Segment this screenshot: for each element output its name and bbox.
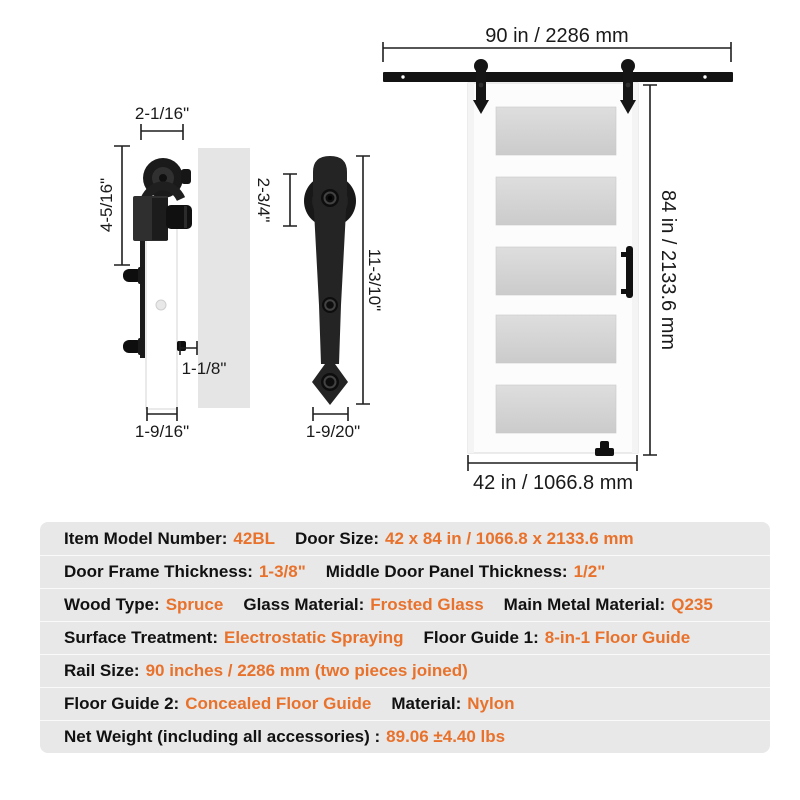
spec-value: 42BL xyxy=(233,528,275,548)
spec-pair xyxy=(64,628,404,648)
spec-label: Main Metal Material: xyxy=(503,595,666,614)
spec-pair xyxy=(295,529,634,549)
hanger-tip-width-dimension xyxy=(306,407,360,441)
spec-pair xyxy=(326,562,606,582)
door-glass-panel xyxy=(496,177,616,225)
spec-label: Glass Material: xyxy=(243,595,365,614)
mounting-bolt xyxy=(123,267,144,284)
spec-value: Frosted Glass xyxy=(370,595,484,614)
spec-label: Middle Door Panel Thickness: xyxy=(325,562,568,581)
door-width-label: 42 in / 1066.8 mm xyxy=(472,472,634,494)
wheel-diameter-label: 2-3/4" xyxy=(254,177,273,223)
mounting-block xyxy=(133,196,192,241)
spec-value: Q235 xyxy=(671,595,713,614)
door xyxy=(468,83,638,456)
spec-pair xyxy=(243,595,483,615)
spec-value: 90 inches / 2286 mm (two pieces joined) xyxy=(145,661,468,680)
door-height-dimension xyxy=(643,85,679,455)
hanger-strap xyxy=(313,156,347,364)
spec-label: Wood Type: xyxy=(64,595,160,614)
spec-label: Item Model Number: xyxy=(64,528,228,548)
door-width-dimension xyxy=(468,455,637,494)
bar-width-dimension xyxy=(135,407,189,441)
spec-pair xyxy=(504,595,713,615)
door-glass-panel xyxy=(496,315,616,363)
spec-label: Floor Guide 1: xyxy=(423,628,539,647)
door-height-label: 84 in / 2133.6 mm xyxy=(657,189,679,351)
hanger-length-dimension xyxy=(356,156,384,404)
bar-width-label: 1-9/16" xyxy=(134,422,190,441)
side-roller-assembly xyxy=(97,104,250,441)
spec-label: Floor Guide 2: xyxy=(64,694,180,713)
spec-pair xyxy=(64,595,223,615)
roller-height-label: 4-5/16" xyxy=(97,177,116,233)
wheel-diameter-dimension xyxy=(254,174,297,226)
spec-value: 1/2" xyxy=(573,562,606,581)
spec-row-model-size xyxy=(40,522,770,555)
spec-pair xyxy=(64,694,371,714)
strap-bolt xyxy=(321,189,339,207)
spec-value: Concealed Floor Guide xyxy=(185,694,372,713)
roller-width-dimension xyxy=(135,104,189,140)
spec-row-materials xyxy=(40,588,770,621)
spec-pair xyxy=(64,661,468,681)
spec-value: 89.06 ±4.40 lbs xyxy=(386,727,506,746)
door-edge-bar xyxy=(146,228,177,409)
spec-row-guide2-material xyxy=(40,687,770,720)
spec-table xyxy=(40,522,770,753)
spec-pair xyxy=(64,562,306,582)
spec-label: Surface Treatment: xyxy=(64,628,218,647)
hanger-length-label: 11-3/10" xyxy=(365,248,384,312)
spec-value: Electrostatic Spraying xyxy=(224,628,404,647)
spec-pair xyxy=(424,628,691,648)
pre-drilled-hole xyxy=(156,300,166,310)
spec-pair xyxy=(64,529,275,549)
spec-label: Material: xyxy=(391,694,462,713)
arrow-strap-hanger xyxy=(254,156,384,441)
rail-width-dimension xyxy=(383,25,731,62)
bolt-length-label: 1-1/8" xyxy=(181,359,227,378)
spec-value: Spruce xyxy=(165,595,224,614)
spec-label: Net Weight (including all accessories) : xyxy=(64,727,381,746)
rail-width-label: 90 in / 2286 mm xyxy=(485,25,629,47)
spec-value: 42 x 84 in / 1066.8 x 2133.6 mm xyxy=(385,528,634,548)
spec-label: Door Size: xyxy=(294,528,380,548)
spec-label: Door Frame Thickness: xyxy=(64,562,253,581)
hanger-tip-width-label: 1-9/20" xyxy=(305,422,361,441)
strap-bolt xyxy=(322,297,338,313)
door-edge-shade xyxy=(468,83,474,453)
spec-pair xyxy=(391,694,514,714)
roller-height-dimension xyxy=(97,146,130,265)
spec-label: Rail Size: xyxy=(64,661,140,680)
rail-screw-hole xyxy=(401,75,404,78)
spec-row-rail-size xyxy=(40,654,770,687)
spec-value: 8-in-1 Floor Guide xyxy=(544,628,691,647)
roller-width-label: 2-1/16" xyxy=(134,104,190,123)
spec-row-thickness xyxy=(40,555,770,588)
door-glass-panel xyxy=(496,247,616,295)
spec-pair xyxy=(64,727,505,747)
strap-bolt xyxy=(321,373,339,391)
spec-value: 1-3/8" xyxy=(258,562,306,581)
rail-screw-hole xyxy=(703,75,706,78)
roller-wheel xyxy=(143,158,191,199)
door-glass-panel xyxy=(496,107,616,155)
rail xyxy=(383,72,733,82)
spec-value: Nylon xyxy=(467,694,515,713)
door-glass-panel xyxy=(496,385,616,433)
spec-row-surface-guide1 xyxy=(40,621,770,654)
spec-row-net-weight xyxy=(40,720,770,753)
